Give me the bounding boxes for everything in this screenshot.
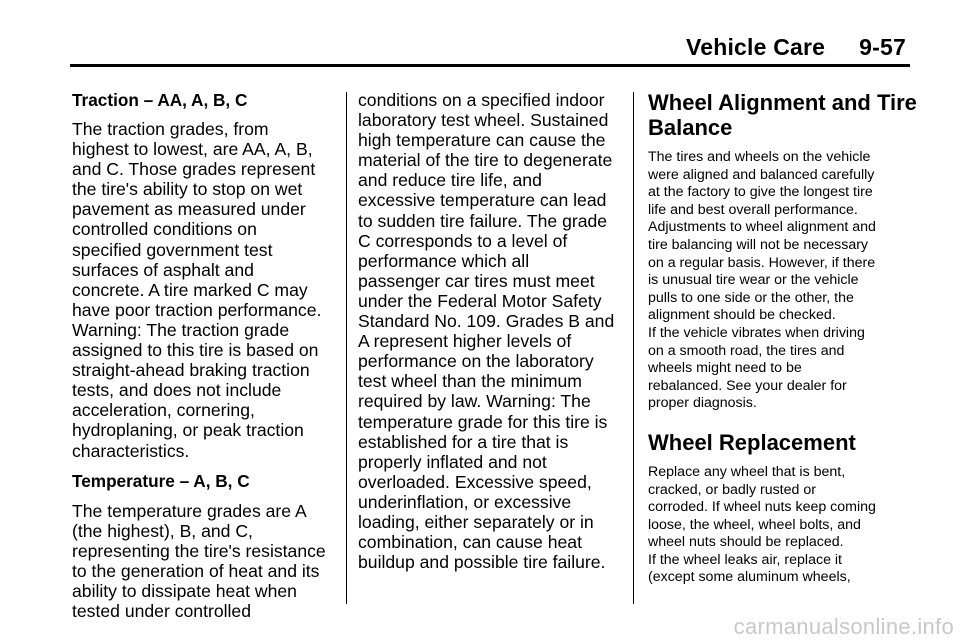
text-line: loose, the wheel, wheel bolts, and xyxy=(648,516,861,533)
text-line: tested under controlled xyxy=(72,601,251,622)
text-line: the tire's ability to stop on wet xyxy=(72,179,303,200)
text-line: have poor traction performance. xyxy=(72,299,322,320)
page-number: 9-57 xyxy=(859,34,906,60)
column-divider-1 xyxy=(346,92,347,604)
text-line: (except some aluminum wheels, xyxy=(648,569,851,586)
text-line: ability to dissipate heat when xyxy=(72,580,297,601)
text-line: under the Federal Motor Safety xyxy=(358,290,602,311)
text-line: specified government test xyxy=(72,239,273,260)
text-line: material of the tire to degenerate xyxy=(358,150,613,171)
text-line: controlled conditions on xyxy=(72,219,257,240)
text-line: wheels might need to be xyxy=(648,360,802,377)
text-line: at the factory to give the longest tire xyxy=(648,184,873,201)
text-line: Adjustments to wheel alignment and xyxy=(648,219,876,236)
header-rule xyxy=(70,64,910,67)
text-line: (the highest), B, and C, xyxy=(72,520,253,541)
text-line: highest to lowest, are AA, A, B, xyxy=(72,139,313,160)
text-line: high temperature can cause the xyxy=(358,130,606,151)
text-line: straight-ahead braking traction xyxy=(72,360,310,381)
temperature-continued-paragraph xyxy=(358,90,624,572)
text-line: on a smooth road, the tires and xyxy=(648,342,845,359)
text-line: tests, and does not include xyxy=(72,380,282,401)
text-line: Replace any wheel that is bent, xyxy=(648,463,846,480)
text-line: hydroplaning, or peak traction xyxy=(72,420,304,441)
traction-paragraph xyxy=(72,119,334,461)
heading-line: Balance xyxy=(648,115,733,140)
text-line: Warning: The traction grade xyxy=(72,319,290,340)
text-line: If the vehicle vibrates when driving xyxy=(648,324,865,341)
heading-line: Wheel Alignment and Tire xyxy=(648,90,917,115)
text-line: characteristics. xyxy=(72,440,190,461)
column-3 xyxy=(648,90,917,587)
text-line: surfaces of asphalt and xyxy=(72,259,254,280)
text-line: loading, either separately or in xyxy=(358,511,594,532)
text-line: to sudden tire failure. The grade xyxy=(358,210,608,231)
text-line: established for a tire that is xyxy=(358,431,569,452)
text-line: The tires and wheels on the vehicle xyxy=(648,149,871,165)
text-line: conditions on a specified indoor xyxy=(358,90,605,110)
text-line: on a regular basis. However, if there xyxy=(648,254,876,271)
heading-line: Wheel Replacement xyxy=(648,429,856,455)
text-line: performance on the laboratory xyxy=(358,351,594,372)
text-line: required by law. Warning: The xyxy=(358,391,591,412)
text-line: acceleration, cornering, xyxy=(72,400,255,421)
wheel-replacement-heading xyxy=(648,430,912,455)
text-line: corroded. If wheel nuts keep coming xyxy=(648,499,876,516)
text-line: and reduce tire life, and xyxy=(358,170,542,191)
text-line: is unusual tire wear or the vehicle xyxy=(648,272,859,289)
text-line: The traction grades, from xyxy=(72,119,269,139)
text-line: were aligned and balanced carefully xyxy=(648,166,875,183)
text-line: A represent higher levels of xyxy=(358,331,572,352)
text-line: laboratory test wheel. Sustained xyxy=(358,110,609,131)
text-line: rebalanced. See your dealer for xyxy=(648,377,847,394)
column-divider-2 xyxy=(633,92,634,604)
text-line: performance which all xyxy=(358,250,530,271)
text-line: passenger car tires must meet xyxy=(358,270,595,291)
text-line: If the wheel leaks air, replace it xyxy=(648,551,842,568)
column-2 xyxy=(358,90,624,572)
temperature-paragraph xyxy=(72,501,334,622)
wheel-alignment-heading xyxy=(648,90,917,140)
watermark: carmanualsonline.info xyxy=(733,614,954,639)
text-line: test wheel than the minimum xyxy=(358,371,582,392)
wheel-alignment-paragraph xyxy=(648,149,912,413)
section-title: Vehicle Care xyxy=(685,34,826,60)
text-line: excessive temperature can lead xyxy=(358,190,607,211)
text-line: The temperature grades are A xyxy=(72,500,307,521)
column-1 xyxy=(72,90,334,621)
text-line: alignment should be checked. xyxy=(648,307,836,324)
text-line: wheel nuts should be replaced. xyxy=(648,534,844,551)
text-line: properly inflated and not xyxy=(358,451,547,472)
text-line: to the generation of heat and its xyxy=(72,560,320,581)
text-line: pulls to one side or the other, the xyxy=(648,289,854,306)
text-line: proper diagnosis. xyxy=(648,395,757,412)
text-line: overloaded. Excessive speed, xyxy=(358,471,592,492)
text-line: tire balancing will not be necessary xyxy=(648,236,869,253)
text-line: Standard No. 109. Grades B and xyxy=(358,311,615,332)
text-line: underinflation, or excessive xyxy=(358,491,572,512)
text-line: and C. Those grades represent xyxy=(72,159,316,180)
temperature-heading: Temperature – A, B, C xyxy=(72,470,250,491)
wheel-replacement-paragraph xyxy=(648,464,912,587)
page-header xyxy=(686,34,906,61)
text-line: C corresponds to a level of xyxy=(358,230,568,251)
text-line: representing the tire's resistance xyxy=(72,540,326,561)
text-line: assigned to this tire is based on xyxy=(72,340,319,361)
traction-heading: Traction – AA, A, B, C xyxy=(72,90,248,110)
text-line: cracked, or badly rusted or xyxy=(648,481,816,498)
text-line: buildup and possible tire failure. xyxy=(358,552,606,573)
text-line: pavement as measured under xyxy=(72,199,306,220)
text-line: life and best overall performance. xyxy=(648,201,858,218)
text-line: temperature grade for this tire is xyxy=(358,411,608,432)
text-line: combination, can cause heat xyxy=(358,532,582,553)
text-line: concrete. A tire marked C may xyxy=(72,279,308,300)
